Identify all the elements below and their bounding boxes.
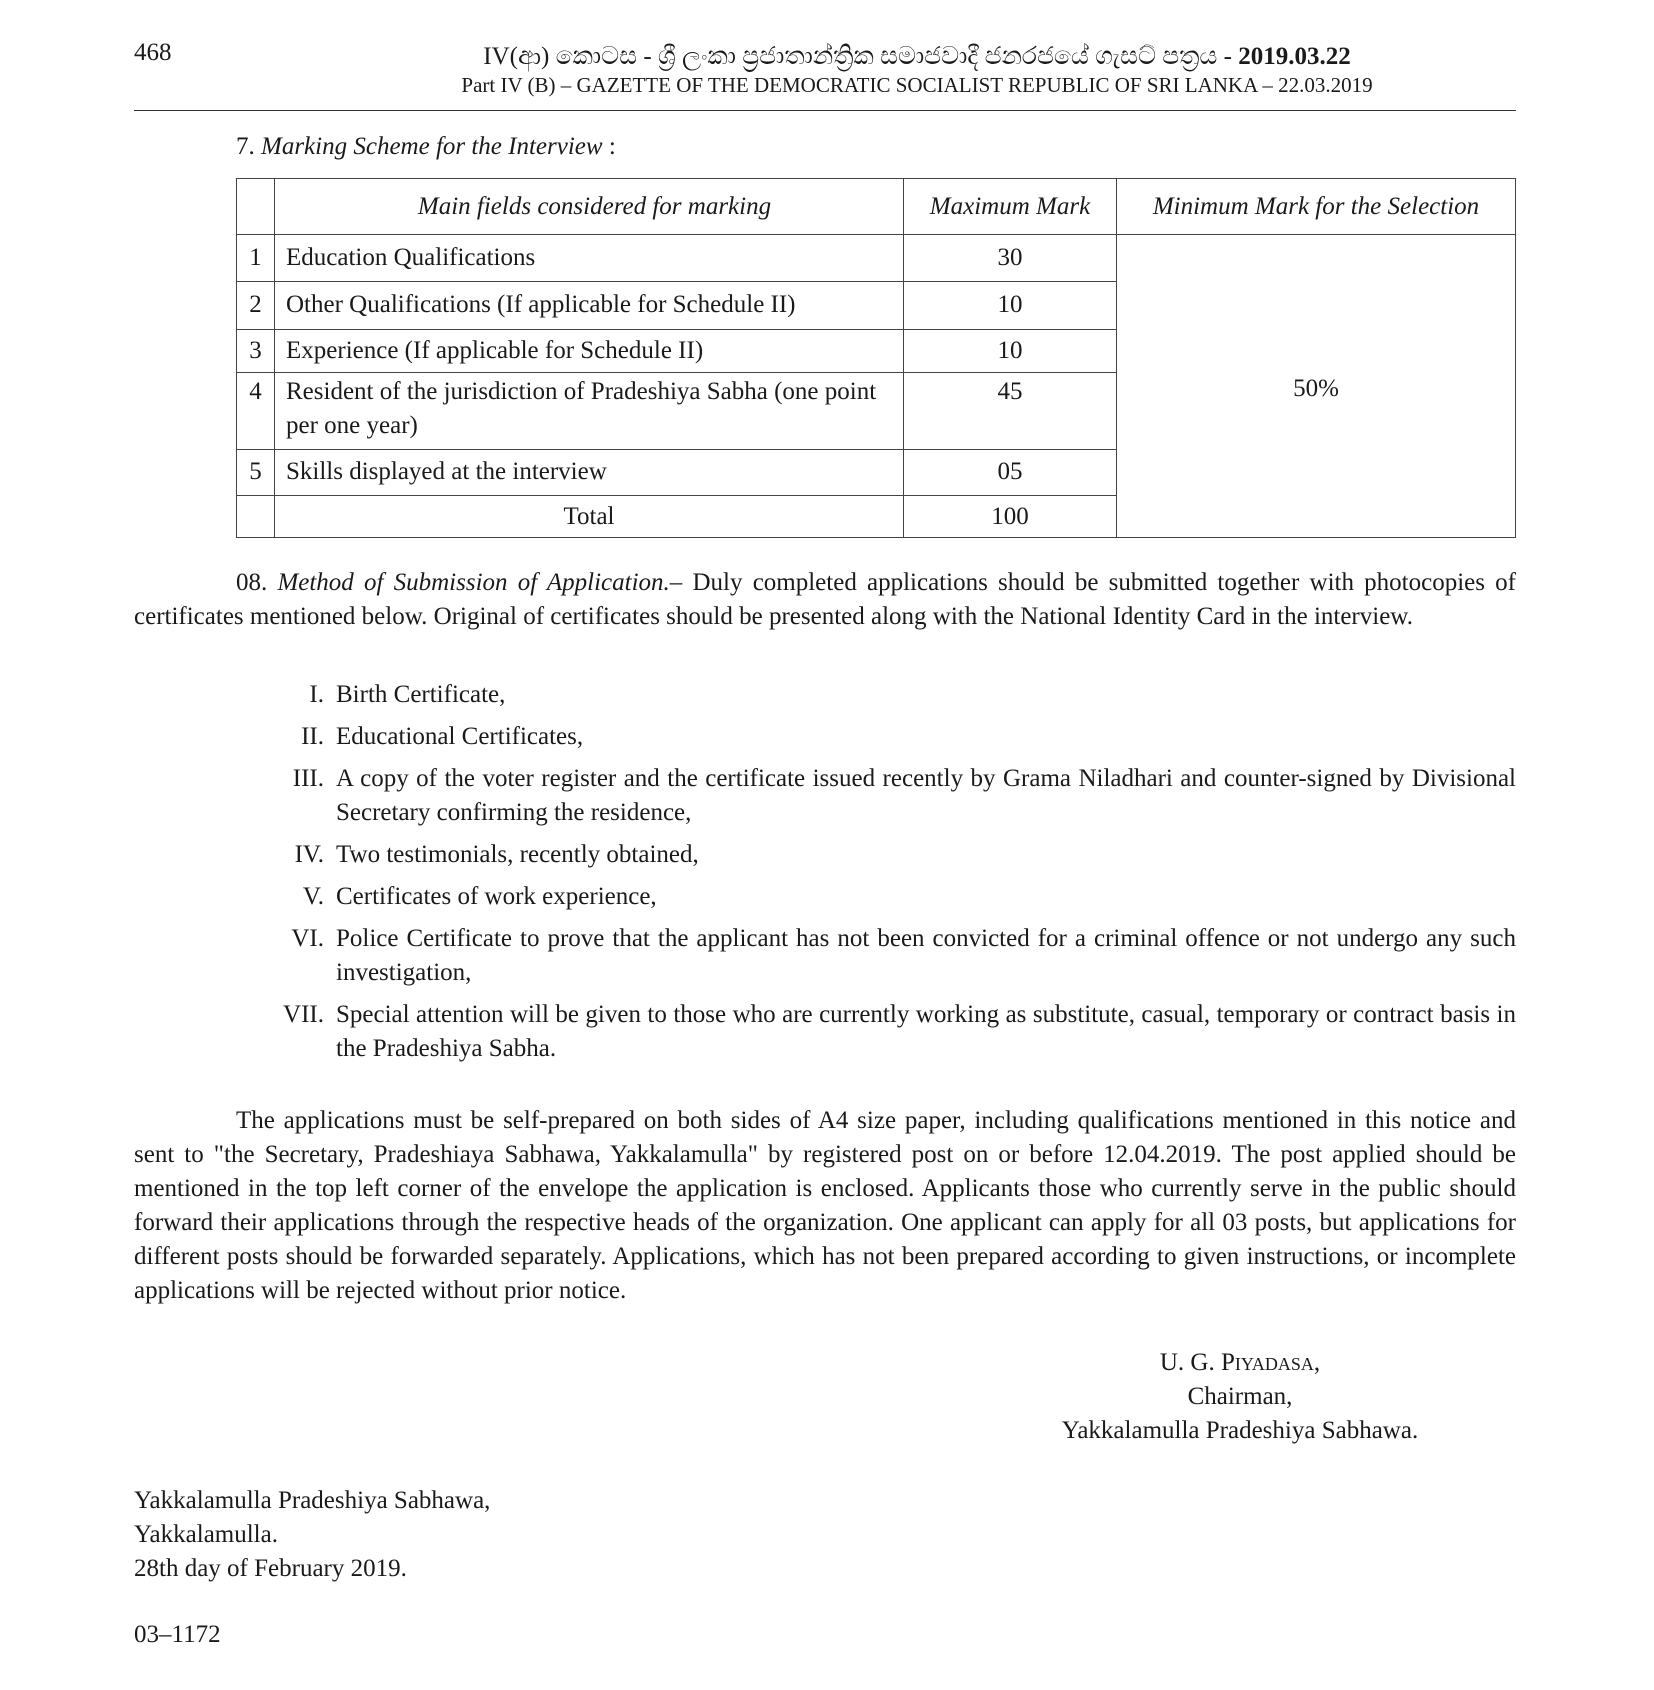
table-header-row <box>237 179 1516 235</box>
section-7-number: 7. <box>236 133 255 160</box>
signatory-surname: iyadasa <box>1234 1349 1314 1376</box>
list-text: Birth Certificate, <box>336 681 506 708</box>
list-item <box>236 678 1516 712</box>
row-max-mark: 30 <box>904 235 1117 282</box>
list-text: Educational Certificates, <box>336 723 584 750</box>
list-numeral: V. <box>302 883 324 910</box>
list-text: A copy of the voter register and the certificate issued recently by Grama Niladhari and counter-signed by Divisional Secretary confirming the residence, <box>336 765 1516 826</box>
total-value: 100 <box>904 496 1117 538</box>
row-field: Resident of the jurisdiction of Pradeshiya Sabha (one point per one year) <box>275 373 904 450</box>
list-item <box>236 998 1516 1066</box>
signatory-title: Chairman, <box>1187 1383 1293 1410</box>
row-field: Education Qualifications <box>275 235 904 282</box>
total-number-cell <box>237 496 275 538</box>
header-cell-field: Main fields considered for marking <box>275 179 904 235</box>
row-number: 1 <box>237 235 275 282</box>
list-item <box>236 762 1516 830</box>
list-text: Certificates of work experience, <box>336 883 657 910</box>
row-field: Experience (If applicable for Schedule II) <box>275 330 904 373</box>
row-field: Other Qualifications (If applicable for Schedule II) <box>275 282 904 330</box>
gazette-header-english: Part IV (B) – GAZETTE OF THE DEMOCRATIC SOCIALIST REPUBLIC OF SRI LANKA – 22.03.2019 <box>461 73 1373 97</box>
signatory-suffix: , <box>1313 1349 1321 1376</box>
header-sinhala-date: 2019.03.22 <box>1238 43 1351 70</box>
list-numeral: VI. <box>291 925 324 952</box>
header-cell-number <box>237 179 275 235</box>
address-line: Yakkalamulla. <box>134 1521 278 1548</box>
row-max-mark: 10 <box>904 282 1117 330</box>
section-7-heading <box>236 130 616 164</box>
row-number: 2 <box>237 282 275 330</box>
address-date: 28th day of February 2019. <box>134 1555 407 1582</box>
list-text: Two testimonials, recently obtained, <box>336 841 699 868</box>
list-numeral: IV. <box>294 841 324 868</box>
list-item <box>236 922 1516 990</box>
reference-number: 03–1172 <box>134 1621 221 1648</box>
signature-block <box>1000 1346 1480 1448</box>
marking-scheme-table <box>236 178 1516 538</box>
row-max-mark: 05 <box>904 450 1117 496</box>
section-8-paragraph <box>134 566 1516 634</box>
row-number: 3 <box>237 330 275 373</box>
row-number: 4 <box>237 373 275 450</box>
signatory-organization: Yakkalamulla Pradeshiya Sabhawa. <box>1061 1417 1419 1444</box>
certificate-list <box>236 678 1516 1074</box>
list-numeral: III. <box>292 765 324 792</box>
section-7-title: Marking Scheme for the Interview <box>261 133 603 160</box>
header-cell-min: Minimum Mark for the Selection <box>1117 179 1516 235</box>
header-sinhala-title: IV(ආ) කොටස - ශ්‍රී ලංකා ප්‍රජාතාන්ත්‍රික සමාජවාදී ජනරජයේ ගැසට් පත්‍රය - <box>483 43 1232 70</box>
list-text: Special attention will be given to those who are currently working as substitute, casual, temporary or contract basis in the Pradeshiya Sabha. <box>336 1001 1516 1062</box>
signatory-initials: U. G. P <box>1159 1349 1235 1376</box>
total-label: Total <box>275 496 904 538</box>
list-item <box>236 880 1516 914</box>
row-max-mark: 45 <box>904 373 1117 450</box>
section-8-text: Duly completed applications should be submitted together with photocopies of certificates mentioned below. Original of certificates should be presented along with the National Identity Card in the interview. <box>134 569 1516 630</box>
list-numeral: II. <box>301 723 324 750</box>
list-text: Police Certificate to prove that the applicant has not been convicted for a criminal offence or not undergo any such investigation, <box>336 925 1516 986</box>
section-8-number: 08. <box>236 569 268 596</box>
list-item <box>236 720 1516 754</box>
address-line: Yakkalamulla Pradeshiya Sabhawa, <box>134 1487 491 1514</box>
list-item <box>236 838 1516 872</box>
gazette-header-sinhala <box>0 40 1654 74</box>
signatory-name <box>1000 1346 1480 1380</box>
list-numeral: I. <box>309 681 324 708</box>
minimum-mark-cell: 50% <box>1117 235 1516 538</box>
header-cell-max: Maximum Mark <box>904 179 1117 235</box>
table-row <box>237 235 1516 282</box>
closing-paragraph: The applications must be self-prepared on both sides of A4 size paper, including qualifications mentioned in this notice and sent to "the Secretary, Pradeshiaya Sabhawa, Yakkalamulla" by registered post on or before 12.04.2019. The post applied should be mentioned in the top left corner of the envelope the application is enclosed. Applicants those who currently serve in the public should forward their applications through the respective heads of the organization. One applicant can apply for all 03 posts, but applications for different posts should be forwarded separately. Applications, which has not been prepared according to given instructions, or incomplete applications will be rejected without prior notice. <box>134 1107 1516 1304</box>
row-max-mark: 10 <box>904 330 1117 373</box>
page-number: 468 <box>134 39 172 66</box>
section-7-suffix: : <box>602 133 616 160</box>
row-number: 5 <box>237 450 275 496</box>
section-8-title: Method of Submission of Application.– <box>277 569 683 596</box>
list-numeral: VII. <box>283 1001 324 1028</box>
address-block <box>134 1484 490 1586</box>
header-rule <box>134 110 1516 111</box>
row-field: Skills displayed at the interview <box>275 450 904 496</box>
